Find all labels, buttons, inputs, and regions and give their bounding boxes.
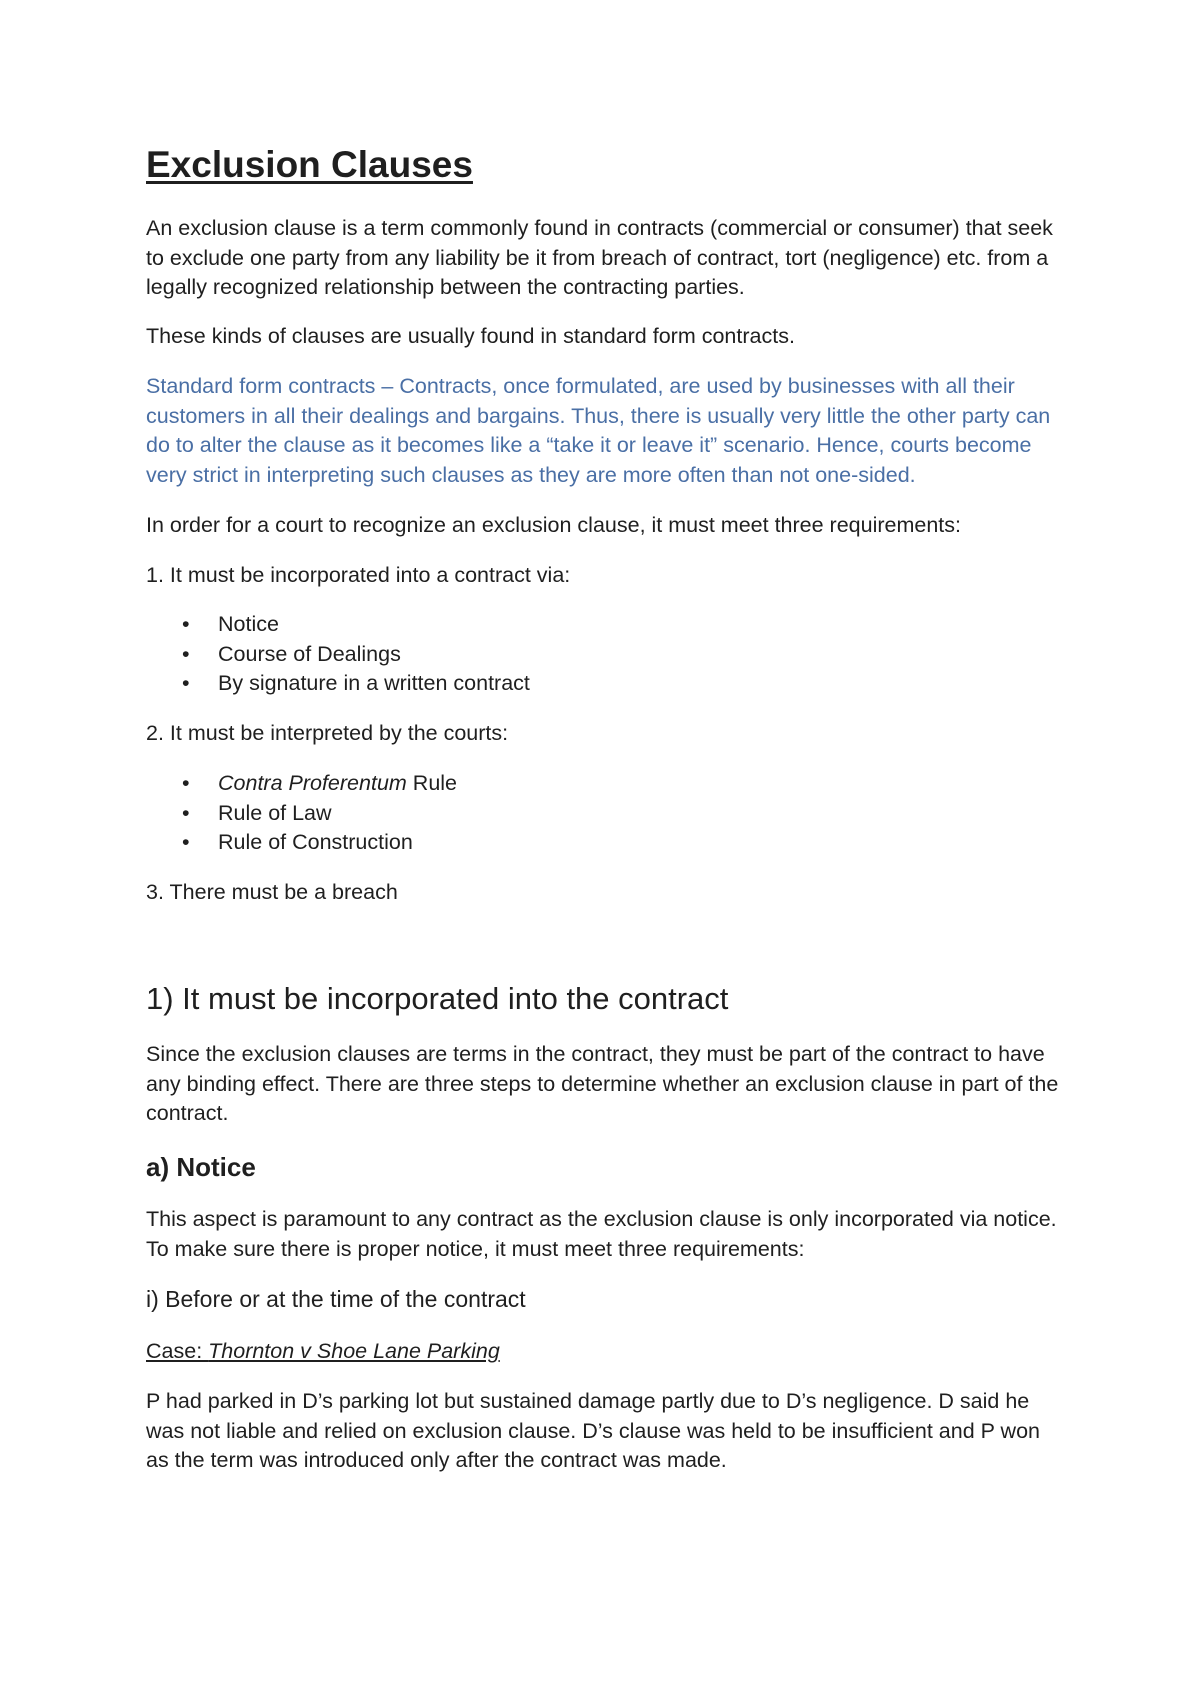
requirement-3: 3. There must be a breach: [146, 880, 398, 904]
standard-form-note: These kinds of clauses are usually found in standard form contracts.: [146, 324, 795, 348]
section-1-paragraph: Since the exclusion clauses are terms in the contract, they must be part of the contract to have any binding effect. There are three steps to determine whether an exclusion clause in part of the contract.: [146, 1042, 1059, 1125]
bullet-icon: •: [182, 830, 190, 854]
section-1-heading: 1) It must be incorporated into the contract: [146, 981, 729, 1016]
requirement-1: 1. It must be incorporated into a contract via:: [146, 563, 571, 587]
case-name: Thornton v Shoe Lane Parking: [208, 1339, 500, 1363]
list-item: • By signature in a written contract: [146, 669, 1066, 699]
case-label: Case: Thornton v Shoe Lane Parking: [146, 1339, 500, 1363]
list-item: • Rule of Construction: [146, 828, 1066, 858]
requirement-1-list: [146, 610, 1066, 699]
list-item: • Rule of Law: [146, 799, 1066, 829]
point-i-heading: i) Before or at the time of the contract: [146, 1286, 526, 1312]
subsection-a-heading: a) Notice: [146, 1152, 256, 1182]
requirement-2: 2. It must be interpreted by the courts:: [146, 721, 509, 745]
bullet-icon: •: [182, 671, 190, 695]
list-item: • Course of Dealings: [146, 640, 1066, 670]
requirements-intro: In order for a court to recognize an exclusion clause, it must meet three requirements:: [146, 513, 962, 537]
intro-paragraph: An exclusion clause is a term commonly found in contracts (commercial or consumer) that seek to exclude one party from any liability be it from breach of contract, tort (negligence) etc. from a legally recognized relationship between the contracting parties.: [146, 216, 1053, 299]
bullet-icon: •: [182, 771, 190, 795]
bullet-icon: •: [182, 612, 190, 636]
bullet-icon: •: [182, 800, 190, 825]
document-title: Exclusion Clauses: [146, 144, 473, 185]
list-item: • Contra Proferentum Rule: [146, 769, 1066, 799]
list-item: • Notice: [146, 610, 1066, 640]
case-paragraph: P had parked in D’s parking lot but sustained damage partly due to D’s negligence. D said he was not liable and relied on exclusion clause. D’s clause was held to be insufficient and P won as the term was introduced only after the contract was made.: [146, 1389, 1040, 1472]
standard-form-definition: Standard form contracts – Contracts, once formulated, are used by businesses with all their customers in all their dealings and bargains. Thus, there is usually very little the other party can do to alter the clause as it becomes like a “take it or leave it” scenario. Hence, courts become very strict in interpreting such clauses as they are more often than not one-sided.: [146, 374, 1051, 487]
bullet-icon: •: [182, 641, 190, 666]
subsection-a-paragraph: This aspect is paramount to any contract as the exclusion clause is only incorporated via notice. To make sure there is proper notice, it must meet three requirements:: [146, 1207, 1057, 1261]
requirement-2-list: [146, 769, 1066, 858]
